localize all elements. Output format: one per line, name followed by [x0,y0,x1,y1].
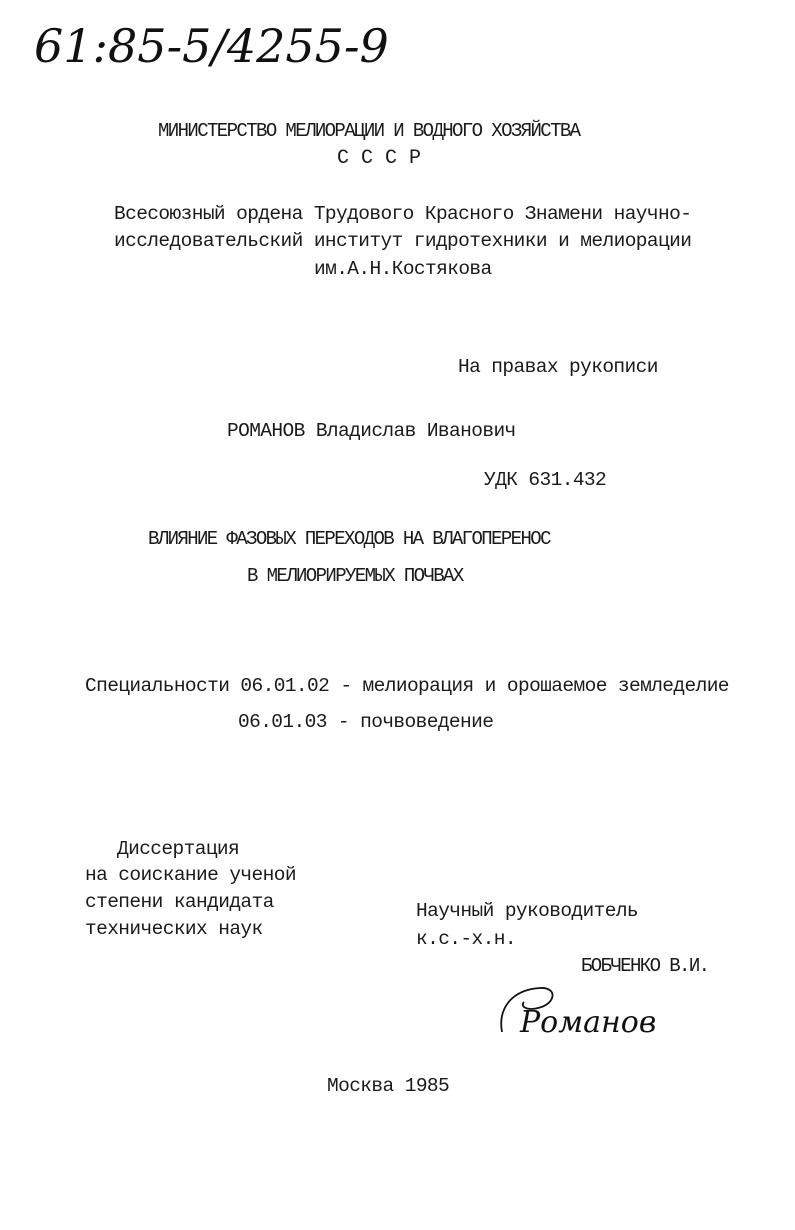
title-line-2: В МЕЛИОРИРУЕМЫХ ПОЧВАХ [247,565,463,587]
ministry-name: МИНИСТЕРСТВО МЕЛИОРАЦИИ И ВОДНОГО ХОЗЯЙСТВА [158,120,580,142]
supervisor-degree: к.с.-х.н. [416,928,516,950]
country-name: С С С Р [337,147,422,170]
dissertation-line-3: степени кандидата [85,891,274,913]
institute-line-2: исследовательский институт гидротехники и мелиорации [114,230,692,252]
specialty-line-1: Специальности 06.01.02 - мелиорация и орошаемое земледелие [85,675,729,697]
author-signature [480,980,680,1050]
specialty-line-2: 06.01.03 - почвоведение [238,711,494,733]
author-name: РОМАНОВ Владислав Иванович [227,420,516,442]
supervisor-name: БОБЧЕНКО В.И. [581,955,709,977]
dissertation-line-4: технических наук [85,918,263,940]
svg-text:Романов: Романов [520,1005,657,1040]
dissertation-line-2: на соискание ученой [85,864,296,886]
institute-line-1: Всесоюзный ордена Трудового Красного Знамени научно- [114,203,692,225]
title-line-1: ВЛИЯНИЕ ФАЗОВЫХ ПЕРЕХОДОВ НА ВЛАГОПЕРЕНОС [148,528,550,550]
institute-line-3: им.А.Н.Костякова [314,258,492,280]
dissertation-line-1: Диссертация [117,838,240,860]
handwritten-archive-number [30,10,389,90]
udc-code: УДК 631.432 [484,469,607,491]
svg-text:61:85-5/4255-9: 61:85-5/4255-9 [34,19,389,73]
city-year: Москва 1985 [327,1075,450,1097]
supervisor-label: Научный руководитель [416,900,639,922]
manuscript-rights: На правах рукописи [458,356,658,378]
